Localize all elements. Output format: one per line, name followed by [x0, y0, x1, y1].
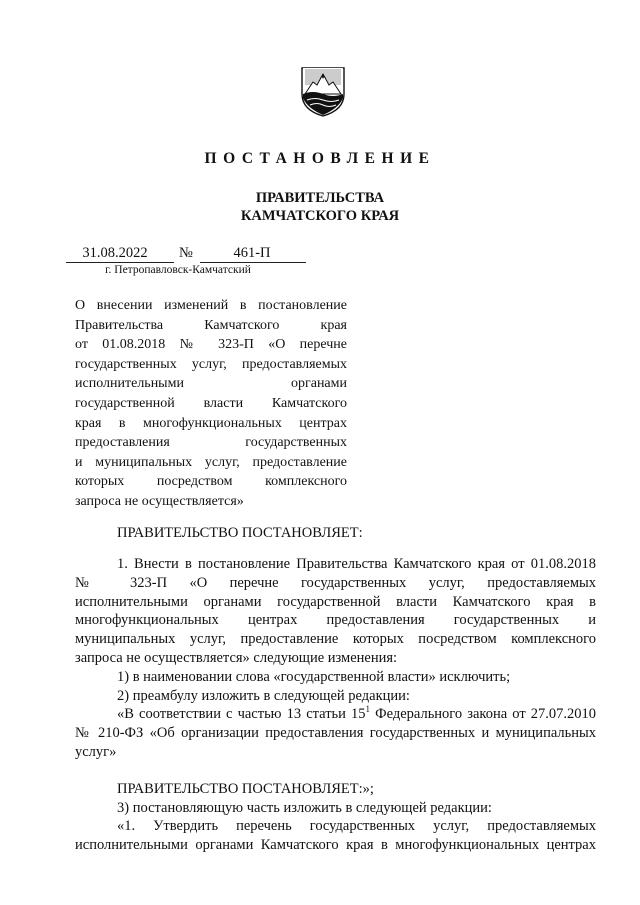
subject-line: запроса не осуществляется»	[75, 493, 244, 509]
body-line: многофункциональных центрах предоставления государственных и	[75, 612, 596, 629]
quote-text-b: Федерального закона от 27.07.2010	[370, 706, 596, 723]
document-date: 31.08.2022	[82, 245, 148, 261]
subject-line: Правительства Камчатского края	[75, 317, 347, 333]
subject-line: предоставления государственных	[75, 435, 347, 451]
body-line: запроса не осуществляется» следующие изменения:	[75, 649, 398, 666]
city-name: г. Петропавловск-Камчатский	[105, 264, 251, 276]
subject-line: которых посредством комплексного	[75, 474, 347, 490]
body-line: № 323-П «О перечне государственных услуг, предоставляемых	[75, 574, 596, 591]
body-line: ПРАВИТЕЛЬСТВО ПОСТАНОВЛЯЕТ:»;	[117, 780, 374, 797]
subject-line: от 01.08.2018 № 323-П «О перечне	[75, 337, 347, 353]
document-subject	[75, 296, 347, 512]
decree-heading: ПРАВИТЕЛЬСТВО ПОСТАНОВЛЯЕТ:	[117, 525, 363, 541]
document-title: ПОСТАНОВЛЕНИЕ	[204, 150, 436, 167]
body-line: исполнительными органами Камчатского края в многофункциональных центрах	[75, 837, 596, 854]
subject-line: края в многофункциональных центрах	[75, 415, 347, 431]
subject-line: исполнительными органами	[75, 376, 347, 392]
subject-line: государственной власти Камчатского	[75, 395, 347, 411]
body-line: муниципальных услуг, предоставление которых посредством комплексного	[75, 631, 596, 648]
number-sign: №	[179, 245, 193, 261]
org-name-line1: ПРАВИТЕЛЬСТВА	[255, 190, 385, 206]
date-underline	[66, 262, 174, 263]
body-line: 2) преамбулу изложить в следующей редакции:	[117, 687, 410, 704]
body-line: «1. Утвердить перечень государственных услуг, предоставляемых	[117, 818, 596, 835]
paragraph-gap	[75, 762, 596, 780]
body-line: исполнительными органами государственной власти Камчатского края в	[75, 593, 596, 610]
subject-line: и муниципальных услуг, предоставление	[75, 454, 347, 470]
body-line: 1. Внести в постановление Правительства Камчатского края от 01.08.2018	[117, 556, 596, 572]
superscript-one: 1	[365, 704, 371, 715]
body-line	[75, 705, 596, 724]
subject-line: О внесении изменений в постановление	[75, 298, 347, 313]
org-name-line2: КАМЧАТСКОГО КРАЯ	[240, 208, 400, 224]
quote-text-a: «В соответствии с частью 13 статьи 15	[117, 706, 366, 723]
body-line: 3) постановляющую часть изложить в следующей редакции:	[117, 799, 492, 816]
number-underline	[200, 262, 306, 263]
body-line: услуг»	[75, 743, 117, 760]
document-number: 461-П	[233, 245, 271, 261]
document-body	[75, 555, 596, 855]
subject-line: государственных услуг, предоставляемых	[75, 356, 347, 372]
body-line: 1) в наименовании слова «государственной власти» исключить;	[117, 668, 511, 685]
body-line: № 210-ФЗ «Об организации предоставления государственных и муниципальных	[75, 725, 596, 742]
kamchatka-coat-of-arms-icon	[299, 64, 347, 118]
